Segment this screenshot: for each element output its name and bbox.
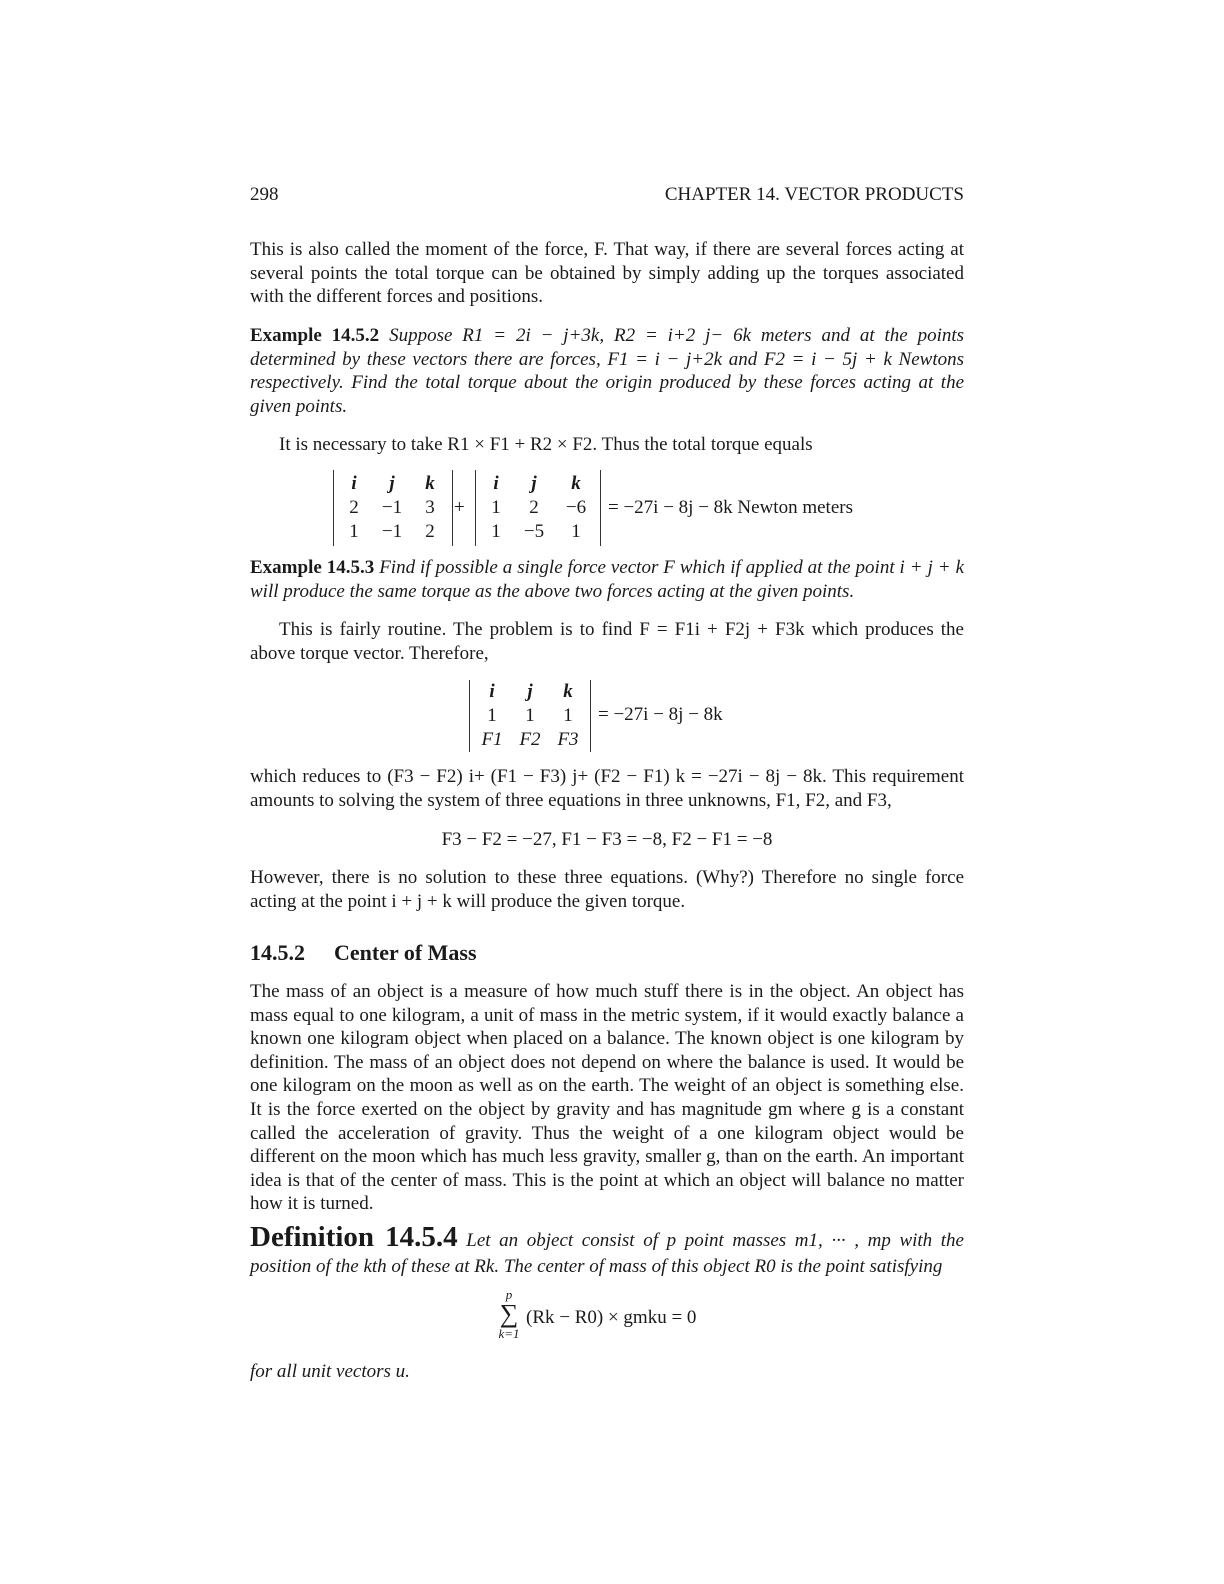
det1-cell: j (389, 473, 395, 494)
plus-sign: + (454, 497, 465, 518)
det3-cell: F1 (481, 729, 503, 750)
definition-text: Let an object consist of p point masses m1, ··· , mp with the position of the kth of these at Rk. The center of mass of this object R0 is the point satisfying (250, 1230, 964, 1277)
det2-cell: −6 (565, 497, 587, 518)
det2-cell: −5 (523, 521, 545, 542)
det3-cell: 1 (525, 705, 535, 726)
definition-label: Definition 14.5.4 (250, 1221, 458, 1253)
paragraph-unit-vectors: for all unit vectors u. (250, 1361, 410, 1382)
torque-equation: = −27i − 8j − 8k (598, 704, 723, 725)
example-14-5-2 (250, 324, 964, 418)
summation-upper-limit: p (505, 1287, 513, 1302)
paragraph-moment-of-force: This is also called the moment of the force, F. That way, if there are several forces acting at several points the total torque can be obtained by simply adding up the torques associated with the different forces and positions. (250, 239, 964, 308)
det3-cell: F3 (557, 729, 579, 750)
summation-symbol (494, 1288, 524, 1342)
chapter-title: CHAPTER 14. VECTOR PRODUCTS (664, 184, 964, 205)
det2-cell: 1 (491, 521, 501, 542)
paragraph-reduces: which reduces to (F3 − F2) i+ (F1 − F3) j+ (F2 − F1) k = −27i − 8j − 8k. This requirement amounts to solving the system of three equations in three unknowns, F1, F2, and F3, (250, 766, 964, 811)
det3-cell: F2 (519, 729, 541, 750)
paragraph-center-of-mass: The mass of an object is a measure of how much stuff there is in the object. An object has mass equal to one kilogram, a unit of mass in the metric system, if it would exactly balance a known one kilogram object when placed on a balance. The known object is one kilogram by definition. The mass of an object does not depend on where the balance is used. It would be one kilogram on the moon as well as on the earth. The weight of an object is something else. It is the force exerted on the object by gravity and has magnitude gm where g is a constant called the acceleration of gravity. Thus the weight of a one kilogram object would be different on the moon which has much less gravity, smaller g, than on the earth. An important idea is that of the center of mass. This is the point at which an object will balance no matter how it is turned. (250, 981, 964, 1215)
definition-14-5-4 (250, 1221, 964, 1280)
det3-cell: k (563, 681, 573, 702)
det3-cell: i (489, 681, 495, 702)
det1-cell: −1 (381, 497, 403, 518)
section-heading (250, 940, 477, 966)
paragraph-no-solution: However, there is no solution to these three equations. (Why?) Therefore no single force acting at the point i + j + k will produce the given torque. (250, 867, 964, 912)
det3-cell: j (527, 681, 533, 702)
determinant-2 (475, 470, 601, 546)
determinant-3 (469, 680, 591, 752)
determinant-1 (333, 470, 453, 546)
example-text: Suppose R1 = 2i − j+3k, R2 = i+2 j− 6k meters and at the points determined by these vectors there are forces, F1 = i − j+2k and F2 = i − 5j + k Newtons respectively. Find the total torque about the origin produced by these forces acting at the given points. (250, 325, 965, 417)
det1-cell: 2 (349, 497, 359, 518)
det1-cell: 3 (425, 497, 435, 518)
section-number: 14.5.2 (250, 940, 305, 965)
paragraph-total-torque: It is necessary to take R1 × F1 + R2 × F2. Thus the total torque equals (279, 434, 813, 455)
det2-cell: i (493, 473, 499, 494)
example-text: Find if possible a single force vector F which if applied at the point i + j + k will produce the same torque as the above two forces acting at the given points. (250, 557, 965, 602)
example-label: Example 14.5.3 (250, 557, 375, 578)
torque-result: = −27i − 8j − 8k Newton meters (608, 497, 853, 518)
det3-cell: 1 (487, 705, 497, 726)
page-number: 298 (250, 184, 279, 205)
det2-cell: 1 (571, 521, 581, 542)
system-of-equations: F3 − F2 = −27, F1 − F3 = −8, F2 − F1 = −8 (441, 829, 773, 850)
example-label: Example 14.5.2 (250, 325, 380, 346)
center-of-mass-equation: (Rk − R0) × gmku = 0 (526, 1307, 697, 1328)
running-header (250, 184, 964, 208)
det1-cell: k (425, 473, 435, 494)
det2-cell: j (531, 473, 537, 494)
det1-cell: −1 (381, 521, 403, 542)
det1-cell: 1 (349, 521, 359, 542)
summation-sign: ∑ (499, 1299, 519, 1328)
example-14-5-3 (250, 556, 964, 603)
summation-lower-limit: k=1 (498, 1326, 520, 1341)
det2-cell: k (571, 473, 581, 494)
det1-cell: 2 (425, 521, 435, 542)
section-title: Center of Mass (334, 940, 477, 965)
det2-cell: 2 (529, 497, 539, 518)
paragraph-routine: This is fairly routine. The problem is to find F = F1i + F2j + F3k which produces the above torque vector. Therefore, (250, 619, 964, 664)
det3-cell: 1 (563, 705, 573, 726)
det2-cell: 1 (491, 497, 501, 518)
det1-cell: i (351, 473, 357, 494)
